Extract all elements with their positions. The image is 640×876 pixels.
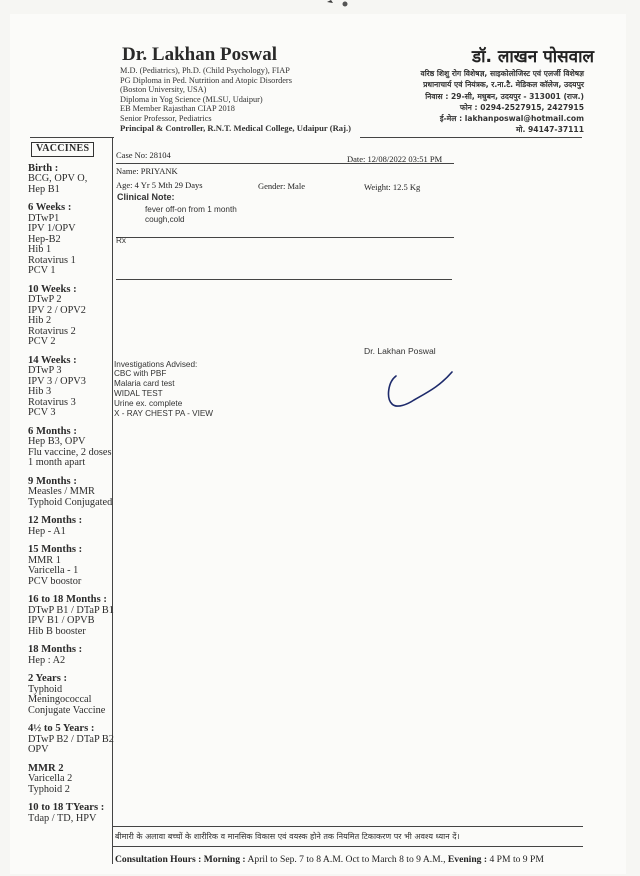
- vaccine-item: DTwP 2: [28, 294, 62, 305]
- vaccine-group: [28, 356, 114, 419]
- clinical-note-label: Clinical Note:: [117, 192, 175, 202]
- rx-label: Rx: [116, 236, 127, 245]
- qualification-line: M.D. (Pediatrics), Ph.D. (Child Psychology), FIAP: [120, 66, 290, 75]
- vaccine-item: Hib 1: [28, 244, 52, 255]
- clinical-note-line: cough,cold: [145, 215, 185, 224]
- vaccine-item: DTwP 3: [28, 365, 62, 376]
- vaccine-group: [28, 285, 114, 348]
- vaccine-item: IPV B1 / OPVB: [28, 615, 95, 626]
- hours-label: Consultation Hours :: [115, 854, 202, 865]
- clinical-note-rule: [116, 237, 454, 238]
- vaccine-group-heading: 16 to 18 Months :: [28, 594, 107, 605]
- vaccine-group: [28, 164, 114, 196]
- investigations-label: Investigations Advised:: [114, 360, 198, 369]
- qualification-line: Senior Professor, Pediatrics: [120, 113, 212, 123]
- vaccine-group: [28, 516, 114, 537]
- vaccine-group: [28, 545, 114, 587]
- hindi-line: निवास : 29-सी, मधुबन, उदयपुर - 313001 (राज.): [425, 91, 584, 101]
- qualification-line: (Boston University, USA): [120, 85, 207, 95]
- vaccine-item: Varicella 2: [28, 773, 73, 784]
- vaccine-group-heading: 6 Months :: [28, 425, 77, 437]
- vaccine-group: [28, 724, 114, 756]
- footer-hours-rule: [113, 846, 583, 847]
- investigation-item: Malaria card test: [114, 379, 175, 388]
- vaccine-item: Tdap / TD, HPV: [28, 812, 97, 824]
- vaccine-item: Hep B1: [28, 183, 60, 195]
- patient-weight: Weight: 12.5 Kg: [364, 182, 421, 192]
- signature-scribble: [384, 364, 456, 412]
- hindi-line: मो. 94147-37111: [515, 125, 584, 135]
- vaccine-item: DTwP B2 / DTaP B2: [28, 733, 114, 745]
- vaccine-item: Hib B booster: [28, 625, 86, 637]
- vaccine-item: OPV: [28, 744, 49, 755]
- vaccine-item: DTwP B1 / DTaP B1: [28, 604, 114, 616]
- doctor-signature-name: Dr. Lakhan Poswal: [364, 346, 436, 356]
- consultation-hours: [115, 854, 544, 865]
- vaccine-item: Hib 3: [28, 386, 52, 397]
- vaccine-item: Measles / MMR: [28, 486, 95, 497]
- vaccine-item: MMR 1: [28, 554, 61, 566]
- evening-hours: 4 PM to 9 PM: [489, 854, 544, 865]
- vaccine-item: PCV 1: [28, 265, 56, 276]
- hindi-line: फोन : 0294-2527915, 2427915: [459, 102, 584, 112]
- vaccine-item: PCV boostor: [28, 575, 82, 587]
- vaccine-schedule: [28, 142, 114, 832]
- patient-name: Name: PRIYANK: [116, 166, 178, 176]
- case-number: Case No: 28104: [116, 150, 171, 160]
- vaccine-group-heading: 14 Weeks :: [28, 354, 77, 366]
- vaccine-group: [28, 427, 114, 469]
- vaccine-group: [28, 477, 114, 509]
- hindi-line: ई-मेल : lakhanposwal@hotmail.com: [439, 114, 584, 124]
- evening-label: Evening :: [447, 854, 488, 865]
- investigation-item: Urine ex. complete: [114, 399, 183, 408]
- vaccine-group-heading: 4½ to 5 Years :: [28, 723, 95, 734]
- hindi-line: प्रधानाचार्य एवं नियंत्रक, र.ना.टै. मेडिकल कॉलेज, उदयपुर: [423, 80, 584, 90]
- patient-age: Age: 4 Yr 5 Mth 29 Days: [116, 180, 203, 190]
- vaccine-item: Hep B3, OPV: [28, 436, 86, 447]
- vaccine-group-heading: 10 to 18 TYears :: [28, 802, 105, 813]
- vaccine-item: Conjugate Vaccine: [28, 704, 106, 716]
- investigation-item: CBC with PBF: [114, 369, 167, 378]
- header-divider-left: [30, 137, 114, 138]
- vaccine-item: Rotavirus 3: [28, 396, 76, 408]
- vaccine-item: Hib 2: [28, 315, 52, 326]
- clinical-note-line: fever off-on from 1 month: [145, 205, 237, 214]
- footer-hindi-note: बीमारी के अलावा बच्चों के शारीरिक व मानसिक विकास एवं वयस्क होने तक नियमित टिकाकरण पर भी अवश्य ध्यान दें।: [115, 832, 460, 841]
- doctor-name: Dr. Lakhan Poswal: [122, 44, 278, 65]
- vaccine-group-heading: 15 Months :: [28, 544, 83, 555]
- vaccine-group: [28, 595, 114, 637]
- vaccine-group-heading: 10 Weeks :: [28, 283, 77, 295]
- doctor-name-hindi: डॉ. लाखन पोसवाल: [472, 47, 594, 67]
- vaccine-item: Rotavirus 1: [28, 254, 76, 266]
- vaccine-item: Hep-B2: [28, 233, 61, 245]
- header-divider-right: [360, 137, 582, 138]
- vaccine-group: [28, 674, 114, 716]
- vaccine-group-heading: 18 Months :: [28, 644, 83, 655]
- vaccine-item: IPV 1/OPV: [28, 223, 76, 234]
- vaccine-group-heading: 2 Years :: [28, 673, 68, 684]
- vaccine-item: Typhoid Conjugated: [28, 496, 113, 508]
- vaccine-group: [28, 203, 114, 277]
- vaccine-item: IPV 2 / OPV2: [28, 304, 86, 316]
- qualification-line: EB Member Rajasthan CIAP 2018: [120, 104, 235, 114]
- vaccine-group-heading: Birth :: [28, 162, 59, 174]
- vaccine-item: 1 month apart: [28, 457, 86, 468]
- vaccine-item: IPV 3 / OPV3: [28, 375, 86, 387]
- vaccine-item: PCV 3: [28, 407, 56, 418]
- morning-label: Morning :: [203, 854, 246, 865]
- vaccine-item: Hep - A1: [28, 525, 66, 537]
- vaccine-group: [28, 764, 114, 796]
- patient-gender: Gender: Male: [258, 181, 305, 191]
- investigation-item: WIDAL TEST: [114, 389, 163, 398]
- vaccine-group-heading: MMR 2: [28, 762, 64, 774]
- vaccine-item: Hep : A2: [28, 654, 66, 666]
- qualification-line: Diploma in Yog Science (MLSU, Udaipur): [120, 94, 263, 104]
- morning-hours: April to Sep. 7 to 8 A.M. Oct to March 8 to 9 A.M.,: [247, 854, 446, 865]
- vaccine-item: PCV 2: [28, 336, 56, 347]
- vaccine-item: Rotavirus 2: [28, 325, 76, 337]
- prescription-date: Date: 12/08/2022 03:51 PM: [347, 154, 443, 164]
- vaccine-item: Varicella - 1: [28, 565, 79, 576]
- doctor-position: Principal & Controller, R.N.T. Medical College, Udaipur (Raj.): [120, 122, 351, 133]
- vaccine-item: DTwP1: [28, 212, 60, 224]
- vaccine-group-heading: 12 Months :: [28, 515, 83, 526]
- vaccine-group: [28, 803, 114, 824]
- ink-smudge-icon: [325, 0, 355, 8]
- vaccine-item: Typhoid: [28, 683, 63, 695]
- hindi-line: वरिष्ठ शिशु रोग विशेषज्ञ, साइकोलोजिस्ट एवं एलर्जी विशेषज्ञ: [420, 69, 584, 78]
- vaccines-title: VACCINES: [31, 142, 94, 157]
- qualification-line: PG Diploma in Ped. Nutrition and Atopic Disorders: [120, 75, 292, 85]
- vaccine-item: Typhoid 2: [28, 783, 70, 795]
- hindi-details: [420, 68, 584, 136]
- vaccine-item: Flu vaccine, 2 doses: [28, 446, 112, 458]
- doctor-qualifications: [120, 66, 351, 133]
- rx-rule: [116, 279, 452, 280]
- vaccine-group-heading: 9 Months :: [28, 475, 77, 487]
- vaccine-item: Meningococcal: [28, 694, 92, 705]
- vaccine-item: BCG, OPV O,: [28, 173, 88, 184]
- vaccine-group: [28, 645, 114, 666]
- footer-note-rule: [113, 826, 583, 827]
- vaccine-group-heading: 6 Weeks :: [28, 202, 72, 213]
- investigation-item: X - RAY CHEST PA - VIEW: [114, 409, 214, 418]
